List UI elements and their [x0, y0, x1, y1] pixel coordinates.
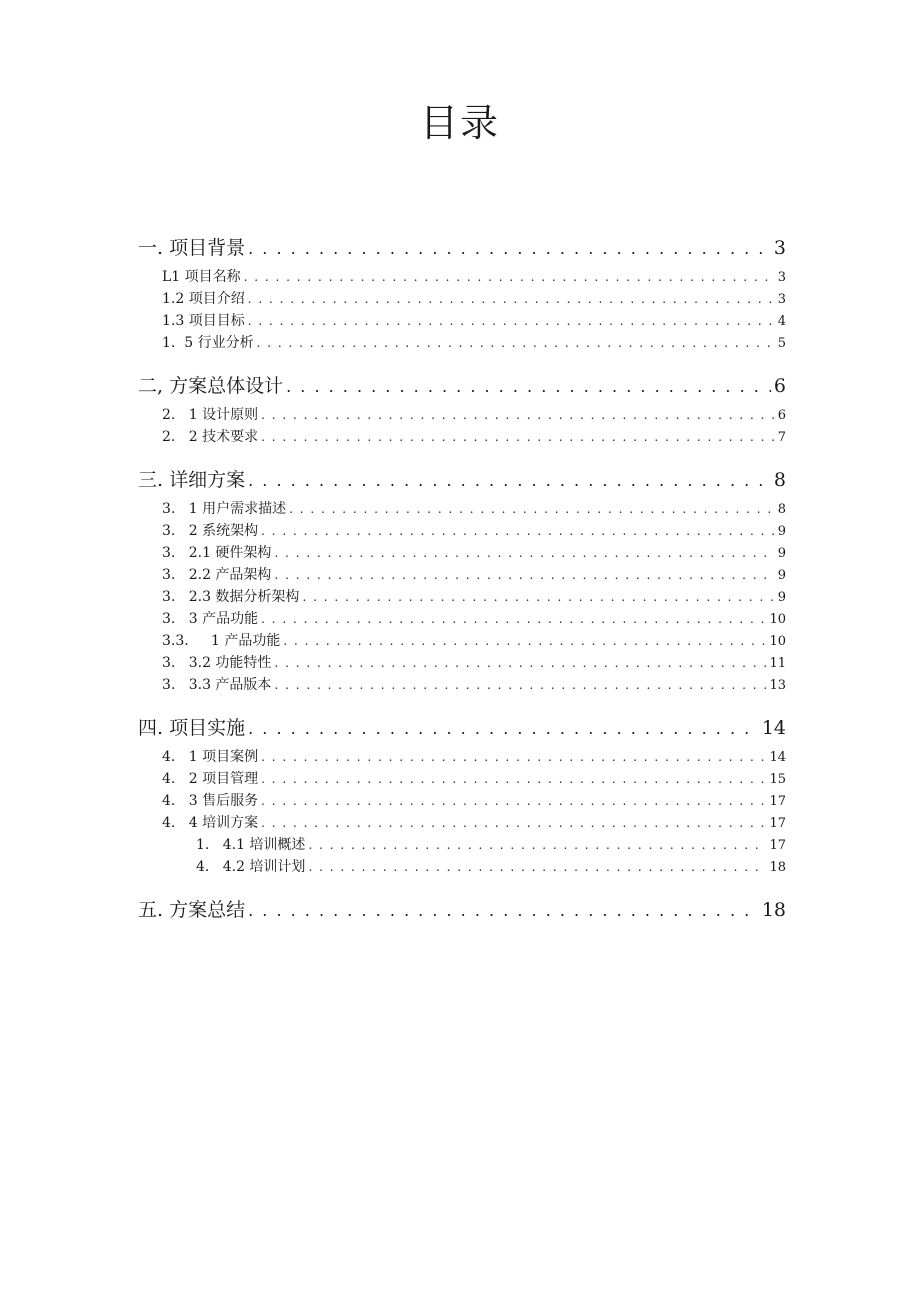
- dot-leader: [274, 564, 774, 586]
- toc-entry-1[interactable]: [138, 230, 786, 266]
- toc-page-number: 3: [777, 292, 786, 307]
- toc-page-number: 14: [761, 717, 786, 739]
- toc-entry-3-2-2[interactable]: [138, 564, 786, 586]
- toc-page-number: 14: [769, 750, 786, 765]
- toc-page-number: 3: [773, 237, 786, 259]
- toc-entry-4-3[interactable]: [138, 790, 786, 812]
- toc-page-number: 15: [769, 772, 786, 787]
- toc-entry-label: 1.3 项目目标: [162, 313, 245, 329]
- toc-entry-label: 3.3. 1 产品功能: [162, 633, 281, 649]
- dot-leader: [248, 711, 759, 747]
- toc-entry-label: 3. 2 系统架构: [162, 523, 259, 539]
- dot-leader: [286, 369, 771, 405]
- toc-entry-label: 4. 3 售后服务: [162, 793, 259, 809]
- toc-section-1: [138, 230, 786, 354]
- toc-entry-label: 3. 2.1 硬件架构: [162, 545, 272, 561]
- toc-entry-label: 4. 4 培训方案: [162, 815, 259, 831]
- dot-leader: [248, 893, 759, 929]
- toc-page-number: 7: [777, 430, 786, 445]
- dot-leader: [261, 812, 766, 834]
- toc-page-number: 18: [761, 899, 786, 921]
- toc-page-number: 8: [773, 469, 786, 491]
- toc-entry-4-4-2[interactable]: [138, 856, 786, 878]
- toc-page-number: 18: [769, 860, 786, 875]
- toc-entry-1-5[interactable]: [138, 332, 786, 354]
- toc-entry-label: 4. 2 项目管理: [162, 771, 259, 787]
- toc-entry-3-1[interactable]: [138, 498, 786, 520]
- toc-entry-2-1[interactable]: [138, 404, 786, 426]
- page-title: 目录: [419, 101, 500, 145]
- toc-entry-label: 三. 详细方案: [138, 469, 246, 491]
- dot-leader: [283, 630, 766, 652]
- toc-page-number: 9: [777, 524, 786, 539]
- toc-page-number: 17: [769, 794, 786, 809]
- toc-page-number: 11: [769, 656, 786, 671]
- toc-entry-3-3-1[interactable]: [138, 630, 786, 652]
- dot-leader: [257, 332, 775, 354]
- toc-entry-1-1[interactable]: [138, 266, 786, 288]
- toc-entry-label: 五. 方案总结: [138, 899, 246, 921]
- dot-leader: [261, 426, 775, 448]
- table-of-contents: [138, 230, 786, 942]
- toc-entry-label: 2. 1 设计原则: [162, 407, 259, 423]
- toc-entry-1-2[interactable]: [138, 288, 786, 310]
- dot-leader: [308, 834, 766, 856]
- toc-entry-label: 四. 项目实施: [138, 717, 246, 739]
- toc-entry-label: 3. 3.3 产品版本: [162, 677, 272, 693]
- toc-entry-label: 3. 3 产品功能: [162, 611, 259, 627]
- toc-section-5: [138, 892, 786, 928]
- dot-leader: [261, 608, 766, 630]
- dot-leader: [248, 231, 771, 267]
- toc-entry-3-3-3[interactable]: [138, 674, 786, 696]
- dot-leader: [248, 310, 775, 332]
- toc-entry-4[interactable]: [138, 710, 786, 746]
- dot-leader: [261, 768, 766, 790]
- toc-entry-label: 3. 1 用户需求描述: [162, 501, 287, 517]
- toc-entry-5[interactable]: [138, 892, 786, 928]
- dot-leader: [261, 520, 775, 542]
- toc-entry-label: L1 项目名称: [162, 269, 241, 285]
- toc-page-number: 9: [777, 590, 786, 605]
- toc-entry-label: 1. 4.1 培训概述: [196, 837, 306, 853]
- toc-page-number: 5: [777, 336, 786, 351]
- toc-page-number: 9: [777, 546, 786, 561]
- dot-leader: [274, 542, 774, 564]
- toc-page-number: 13: [769, 678, 786, 693]
- toc-entry-label: 1. 5 行业分析: [162, 335, 254, 351]
- toc-page-number: 10: [769, 634, 786, 649]
- toc-entry-4-2[interactable]: [138, 768, 786, 790]
- toc-page-number: 8: [777, 502, 786, 517]
- toc-entry-4-1[interactable]: [138, 746, 786, 768]
- toc-entry-label: 2. 2 技术要求: [162, 429, 259, 445]
- toc-page-number: 17: [769, 838, 786, 853]
- dot-leader: [244, 266, 775, 288]
- toc-entry-label: 3. 3.2 功能特性: [162, 655, 272, 671]
- toc-section-3: [138, 462, 786, 696]
- toc-page-number: 9: [777, 568, 786, 583]
- toc-entry-3-2[interactable]: [138, 520, 786, 542]
- dot-leader: [274, 674, 766, 696]
- toc-page-number: 17: [769, 816, 786, 831]
- toc-section-4: [138, 710, 786, 878]
- toc-page-number: 4: [777, 314, 786, 329]
- dot-leader: [261, 404, 775, 426]
- toc-page-number: 6: [773, 375, 786, 397]
- toc-entry-label: 4. 4.2 培训计划: [196, 859, 306, 875]
- dot-leader: [308, 856, 766, 878]
- toc-entry-3-2-1[interactable]: [138, 542, 786, 564]
- toc-entry-4-4-1[interactable]: [138, 834, 786, 856]
- toc-entry-3-3[interactable]: [138, 608, 786, 630]
- toc-entry-4-4[interactable]: [138, 812, 786, 834]
- toc-entry-label: 3. 2.3 数据分析架构: [162, 589, 300, 605]
- toc-entry-3[interactable]: [138, 462, 786, 498]
- dot-leader: [248, 288, 775, 310]
- toc-page-number: 10: [769, 612, 786, 627]
- dot-leader: [289, 498, 775, 520]
- toc-entry-3-3-2[interactable]: [138, 652, 786, 674]
- toc-section-2: [138, 368, 786, 448]
- toc-entry-1-3[interactable]: [138, 310, 786, 332]
- toc-entry-label: 二, 方案总体设计: [138, 375, 284, 397]
- toc-entry-label: 4. 1 项目案例: [162, 749, 259, 765]
- dot-leader: [302, 586, 774, 608]
- toc-entry-2-2[interactable]: [138, 426, 786, 448]
- toc-entry-label: 3. 2.2 产品架构: [162, 567, 272, 583]
- dot-leader: [261, 746, 766, 768]
- dot-leader: [248, 463, 771, 499]
- toc-entry-2[interactable]: [138, 368, 786, 404]
- toc-entry-label: 一. 项目背景: [138, 237, 246, 259]
- toc-page-number: 3: [777, 270, 786, 285]
- dot-leader: [274, 652, 766, 674]
- toc-entry-label: 1.2 项目介绍: [162, 291, 245, 307]
- dot-leader: [261, 790, 766, 812]
- toc-entry-3-2-3[interactable]: [138, 586, 786, 608]
- toc-page-number: 6: [777, 408, 786, 423]
